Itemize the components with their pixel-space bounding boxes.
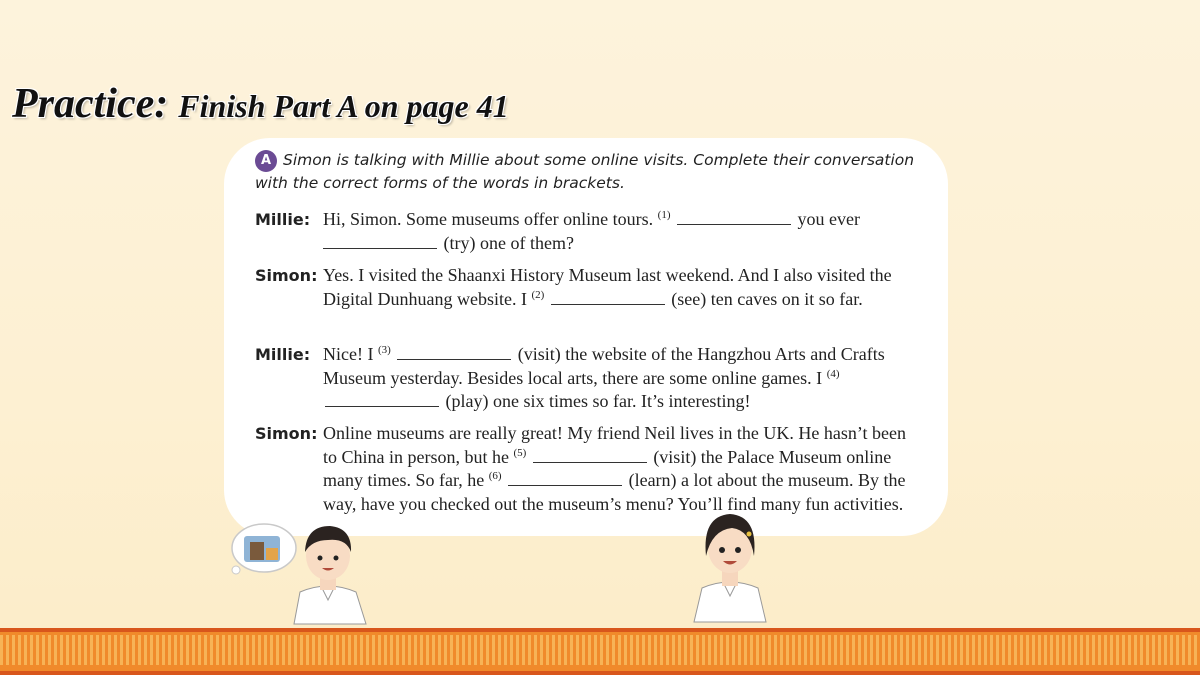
answer-blank[interactable] [551,288,665,305]
blank-number: (1) [657,209,671,221]
blank-number: (4) [826,367,840,380]
dialogue-line-3 [255,343,908,414]
girl-character-icon [688,508,772,624]
answer-blank[interactable] [508,469,622,486]
speaker-name: Millie: [255,345,311,364]
dialogue-text: (visit) the website of the Hangzhou Arts and Crafts Museum yesterday. Besides local arts, there are some online games. I [323,344,885,388]
dialogue-line-2 [255,264,908,311]
speaker-name: Millie: [255,210,311,229]
exercise-instruction [255,149,935,195]
blank-number: (6) [488,470,502,482]
exercise-label-badge: A [255,150,277,172]
title-sub: Finish Part A on page 41 [178,88,509,124]
decorative-footer-border [0,628,1200,675]
dialogue-text: Nice! I [323,344,374,364]
dialogue-text: (see) ten caves on it so far. [671,288,863,309]
dialogue-text: (learn) a lot about the museum. By the way, have you checked out the museum’s menu? You’ll find many fun activities. [323,470,906,514]
dialogue-text: you ever [797,209,860,229]
boy-character-icon [288,518,372,626]
answer-blank[interactable] [677,208,791,225]
blank-number: (2) [531,288,545,301]
dialogue-text: Yes. I visited the Shaanxi History Museum last weekend. And I also visited the Digital Dunhuang website. I [323,265,892,309]
answer-blank[interactable] [533,446,647,463]
dialogue-text: (visit) the Palace Museum online many times. So far, he [323,446,892,490]
page-title [12,80,509,128]
answer-blank[interactable] [325,390,439,407]
dialogue-text: (try) one of them? [443,232,574,253]
speaker-name: Simon: [255,266,318,285]
speaker-name: Simon: [255,424,318,443]
title-main: Practice: [12,81,169,127]
dialogue-text: Online museums are really great! My friend Neil lives in the UK. He hasn’t been to China in person, but he [323,423,906,467]
instruction-text: Simon is talking with Millie about some online visits. Complete their conversation with the correct forms of the words in brackets. [255,151,915,192]
dialogue-text: (play) one six times so far. It’s interesting! [445,391,751,411]
dialogue-line-4 [255,422,908,516]
answer-blank[interactable] [397,343,511,360]
dialogue-line-1 [255,208,908,255]
blank-number: (5) [513,446,527,459]
blank-number: (3) [377,344,391,356]
dialogue-text: Hi, Simon. Some museums offer online tours. [323,209,654,229]
answer-blank[interactable] [323,232,437,249]
